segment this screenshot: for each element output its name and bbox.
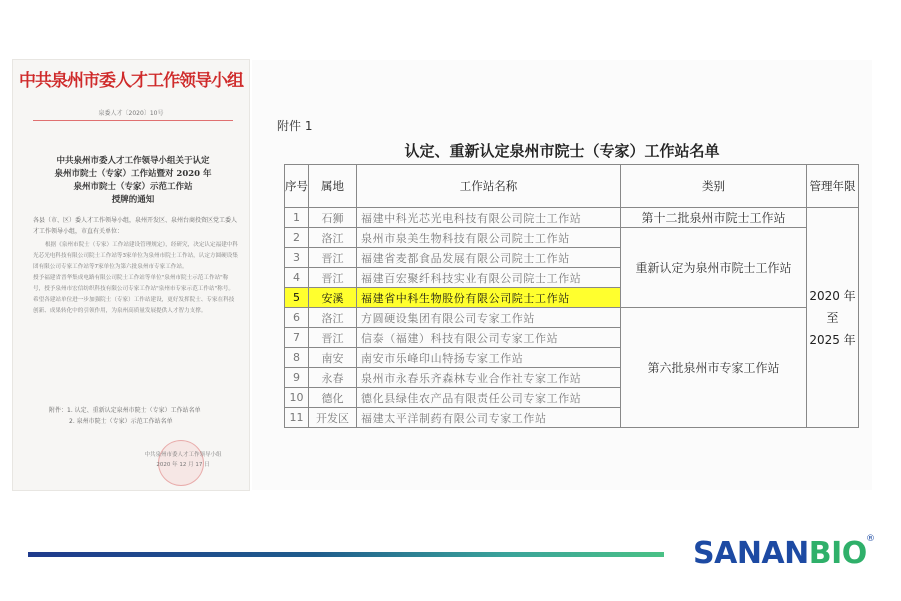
table-title: 认定、重新认定泉州市院士（专家）工作站名单 xyxy=(404,142,720,160)
row-name: 方圆硬设集团有限公司专家工作站 xyxy=(357,308,621,328)
row-name: 南安市乐峰印山特扬专家工作站 xyxy=(357,348,621,368)
notice-title xyxy=(43,155,223,207)
row-region: 洛江 xyxy=(309,308,357,328)
row-region: 安溪 xyxy=(309,288,357,308)
row-no: 10 xyxy=(285,388,309,408)
attachment-item: 附件：1. 认定、重新认定泉州市院士（专家）工作站名单 xyxy=(49,407,201,414)
document-header: 中共泉州市委人才工作领导小组 xyxy=(19,71,243,91)
row-region: 晋江 xyxy=(309,328,357,348)
workstation-table xyxy=(284,164,859,428)
row-no: 6 xyxy=(285,308,309,328)
period-end: 2025 年 xyxy=(809,332,856,347)
notice-title-line: 授牌的通知 xyxy=(111,195,155,205)
row-region: 晋江 xyxy=(309,268,357,288)
table-row xyxy=(285,228,859,248)
header-divider xyxy=(33,120,233,121)
document-number: 泉委人才〔2020〕10号 xyxy=(98,110,164,117)
row-region: 石狮 xyxy=(309,208,357,228)
row-name: 福建省中科生物股份有限公司院士工作站 xyxy=(357,288,621,308)
header-no: 序号 xyxy=(285,165,309,208)
row-name: 福建太平洋制药有限公司专家工作站 xyxy=(357,408,621,428)
row-no: 11 xyxy=(285,408,309,428)
notice-body: 根据《泉州市院士（专家）工作站建设管理规定》，经研究，决定认定福建中科光芯光电科技有限公司院士工作站等3家单位为泉州市院士工作站，认定方圆硬设集团有限公司专家工作站等7家单位为第六批泉州市专家工作站。 授予福建省晋华集成电路有限公司院士工作站等单位"泉州市院士示范工作站"称号，授予泉州市宏信纺织科技有限公司专家工作站"泉州市专家示范工作站"称号。 希望各建站单位进一步加强院士（专家）工作站建设，更好发挥院士、专家在科技创新、成果转化中的引领作用，为泉州高质量发展提供人才智力支撑。 xyxy=(33,242,238,314)
header-region: 属地 xyxy=(309,165,357,208)
row-name: 泉州市泉美生物科技有限公司院士工作站 xyxy=(357,228,621,248)
sananbio-logo: SANANBIO xyxy=(693,536,867,571)
row-region: 洛江 xyxy=(309,228,357,248)
header-category: 类别 xyxy=(621,165,807,208)
row-no: 1 xyxy=(285,208,309,228)
row-no: 8 xyxy=(285,348,309,368)
attachment-item: 2. 泉州市院士（专家）示范工作站名单 xyxy=(69,418,173,425)
category-cell: 重新认定为泉州市院士工作站 xyxy=(621,228,807,308)
notice-document xyxy=(13,60,249,490)
row-region: 南安 xyxy=(309,348,357,368)
row-region: 晋江 xyxy=(309,248,357,268)
row-region: 永春 xyxy=(309,368,357,388)
notice-title-line: 泉州市院士（专家）工作站暨对 2020 年 xyxy=(54,169,212,179)
signed-date: 2020 年 12 月 17 日 xyxy=(156,462,210,468)
period-to: 至 xyxy=(826,310,839,325)
row-no: 4 xyxy=(285,268,309,288)
signer-name: 中共泉州市委人才工作领导小组 xyxy=(144,452,222,458)
row-name: 泉州市永春乐齐森林专业合作社专家工作站 xyxy=(357,368,621,388)
notice-title-line: 中共泉州市委人才工作领导小组关于认定 xyxy=(56,156,210,166)
row-region: 德化 xyxy=(309,388,357,408)
row-name: 福建省麦都食品发展有限公司院士工作站 xyxy=(357,248,621,268)
table-row xyxy=(285,208,859,228)
row-name: 信泰（福建）科技有限公司专家工作站 xyxy=(357,328,621,348)
period-cell xyxy=(807,208,859,428)
row-region: 开发区 xyxy=(309,408,357,428)
row-no: 5 xyxy=(285,288,309,308)
row-no: 7 xyxy=(285,328,309,348)
category-cell: 第六批泉州市专家工作站 xyxy=(621,308,807,428)
row-no: 2 xyxy=(285,228,309,248)
notice-recipients: 各县（市、区）委人才工作领导小组，泉州开发区、泉州台商投资区党工委人才工作领导小组，市直有关单位： xyxy=(33,217,238,235)
attachment-label: 附件 1 xyxy=(277,119,313,133)
row-name: 福建中科光芯光电科技有限公司院士工作站 xyxy=(357,208,621,228)
header-period: 管理年限 xyxy=(807,165,859,208)
table-row xyxy=(285,308,859,328)
header-name: 工作站名称 xyxy=(357,165,621,208)
row-name: 德化县绿佳农产品有限责任公司专家工作站 xyxy=(357,388,621,408)
category-cell: 第十二批泉州市院士工作站 xyxy=(621,208,807,228)
footer-gradient-bar xyxy=(28,552,664,557)
row-name: 福建百宏聚纤科技实业有限公司院士工作站 xyxy=(357,268,621,288)
row-no: 3 xyxy=(285,248,309,268)
row-no: 9 xyxy=(285,368,309,388)
attachment-document xyxy=(252,60,872,490)
notice-signature xyxy=(123,450,243,470)
period-start: 2020 年 xyxy=(809,288,856,303)
notice-title-line: 泉州市院士（专家）示范工作站 xyxy=(73,182,193,192)
table-header-row xyxy=(285,165,859,208)
registered-mark: ® xyxy=(866,534,875,544)
notice-attachments xyxy=(49,405,239,427)
